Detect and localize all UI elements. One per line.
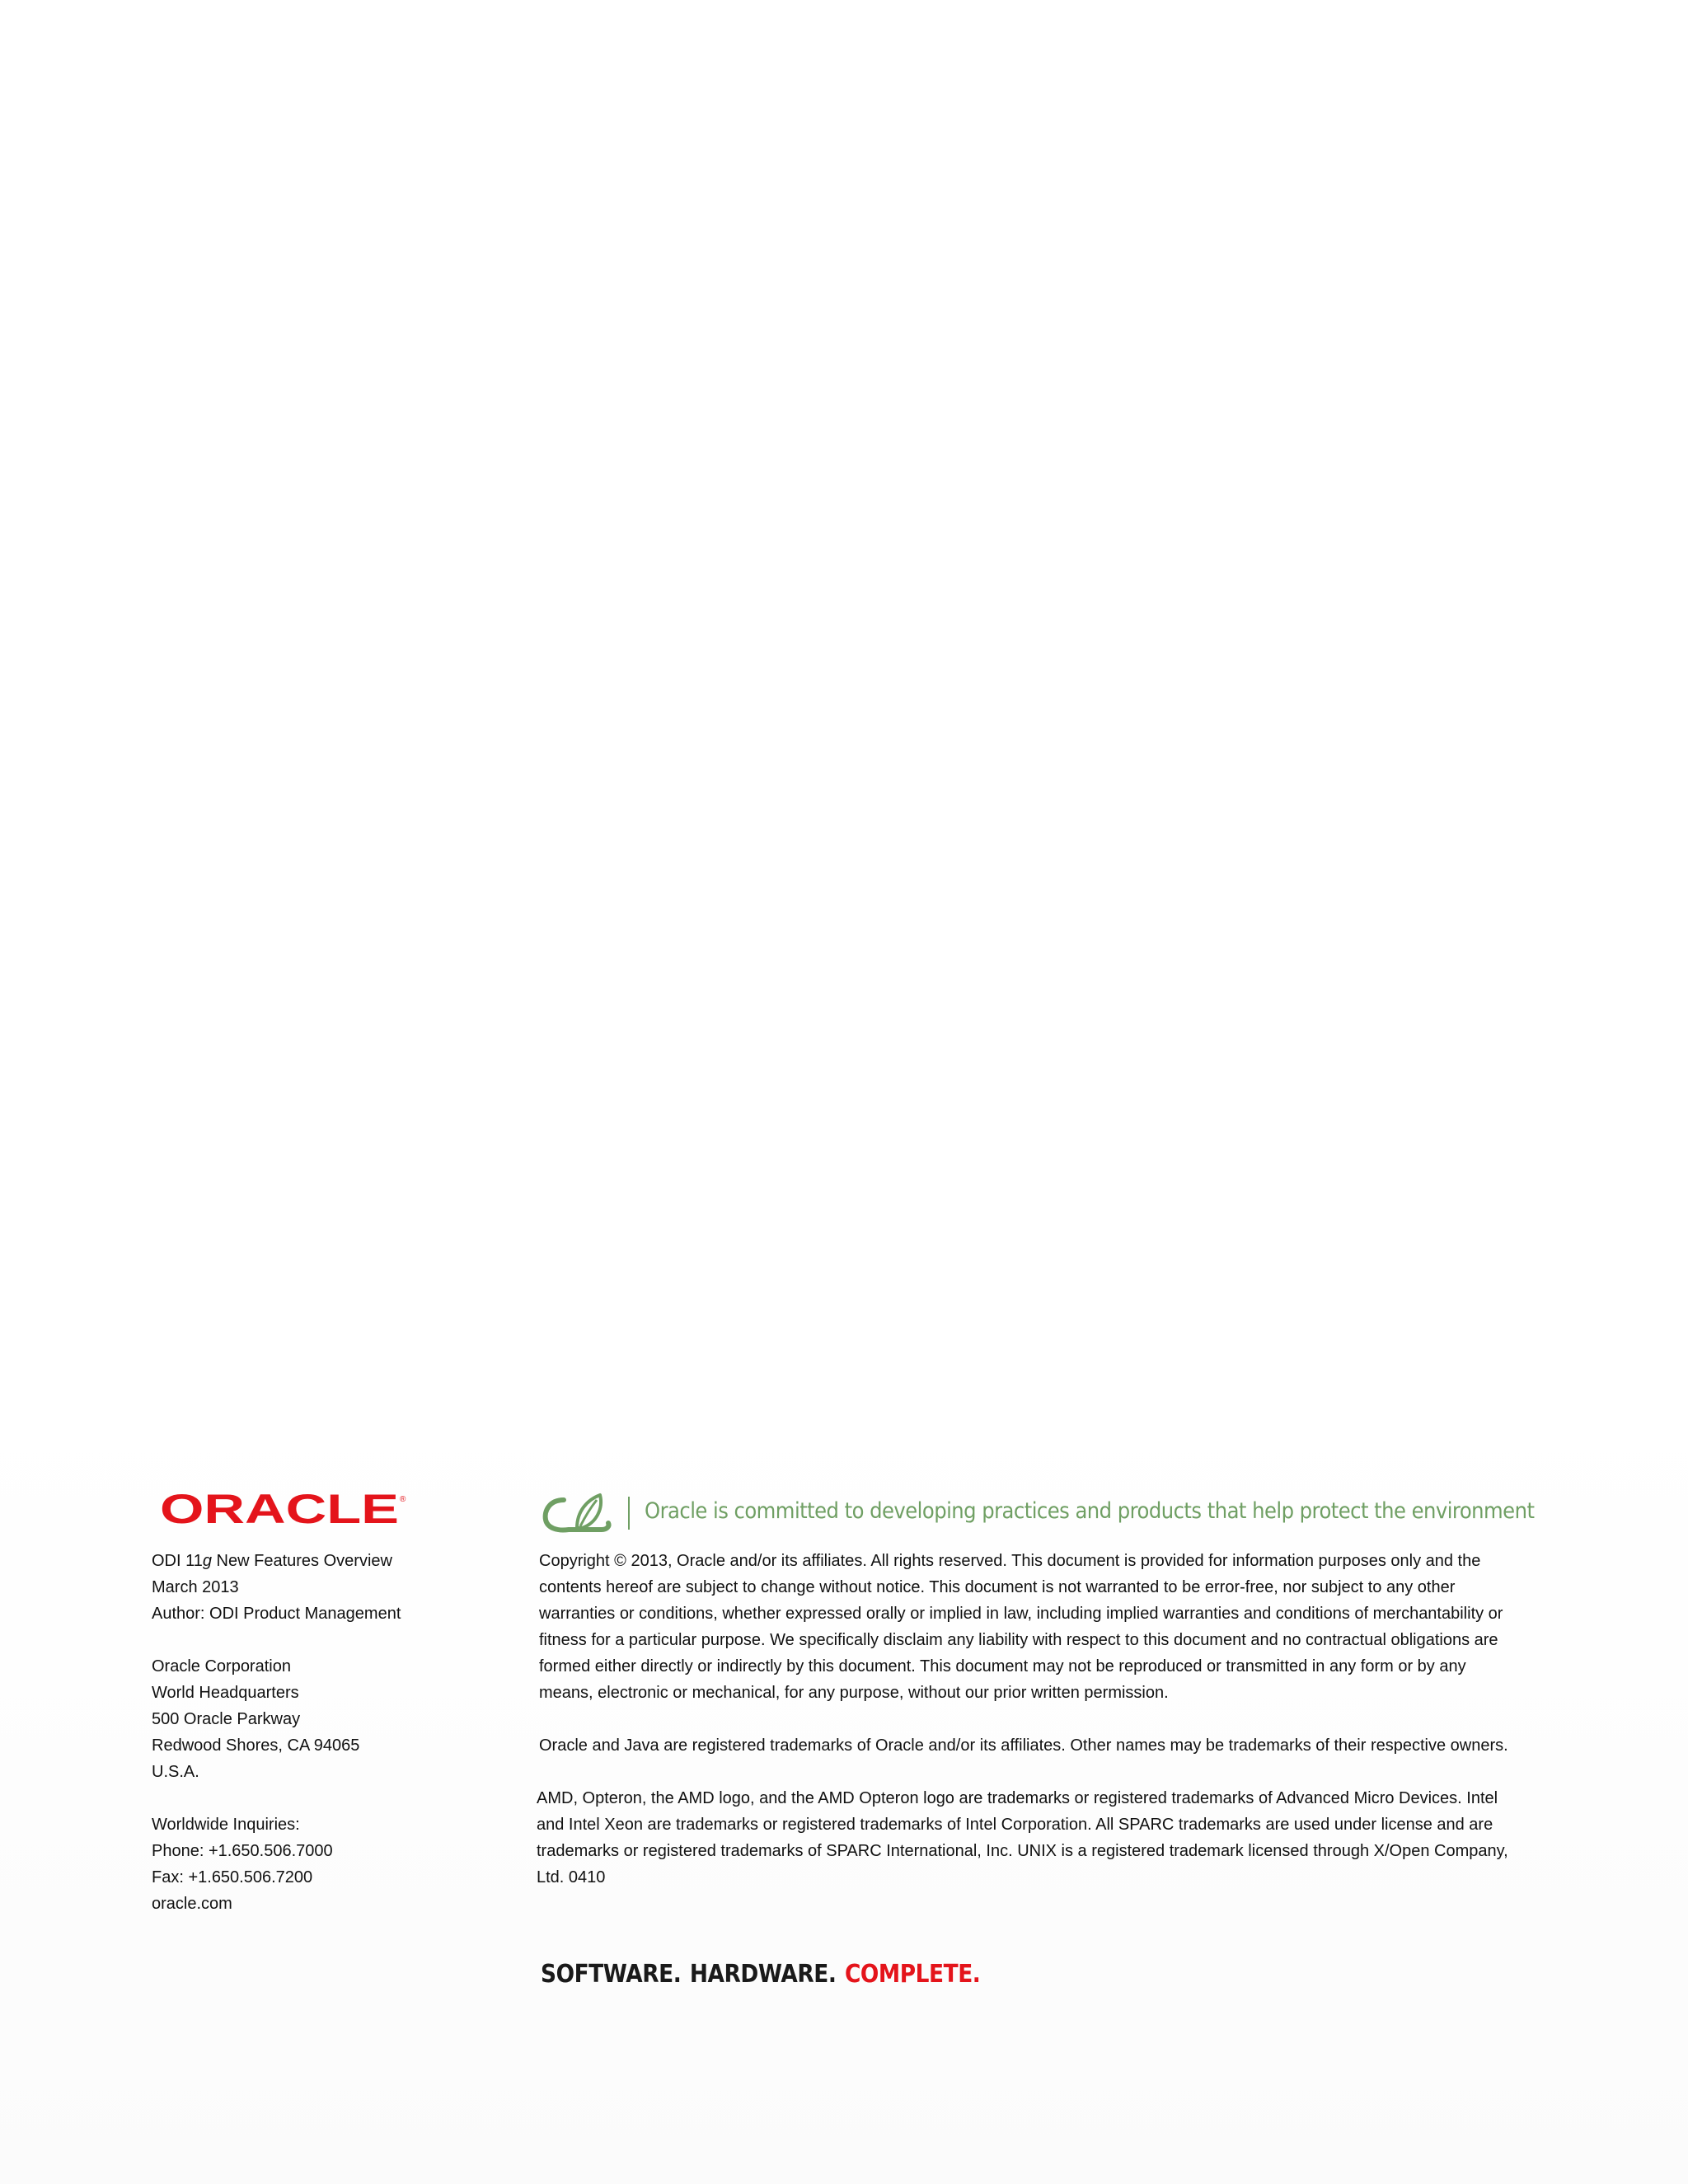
document-info-column	[152, 1548, 498, 1917]
slogan	[541, 1960, 980, 1989]
inquiries-label: Worldwide Inquiries:	[152, 1816, 300, 1834]
leaf-icon	[541, 1490, 615, 1535]
oracle-logo-text: ORACLE	[160, 1490, 399, 1526]
eco-tagline: Oracle is committed to developing practices and products that help protect the environment	[645, 1498, 1535, 1524]
city-address: Redwood Shores, CA 94065	[152, 1736, 360, 1755]
street-address: 500 Oracle Parkway	[152, 1710, 301, 1728]
fax-number: Fax: +1.650.506.7200	[152, 1868, 313, 1886]
svg-text:®: ®	[400, 1495, 406, 1504]
headquarters-label: World Headquarters	[152, 1684, 299, 1702]
country: U.S.A.	[152, 1763, 199, 1781]
slogan-complete: COMPLETE.	[844, 1960, 981, 1989]
slogan-hardware: HARDWARE.	[689, 1960, 837, 1989]
oracle-logo	[158, 1490, 414, 1526]
company-name: Oracle Corporation	[152, 1657, 291, 1675]
trademark-notice: Oracle and Java are registered trademarks of Oracle and/or its affiliates. Other names may be trademarks of their respective owners.	[539, 1736, 1508, 1755]
copyright-notice: Copyright © 2013, Oracle and/or its affiliates. All rights reserved. This document is provided for information purposes only and the contents hereof are subject to change without notice. This document is not warranted to be error-free, nor subject to any other warranties or conditions, whether expressed orally or implied in law, including implied warranties and conditions of merchantability or fitness for a particular purpose. We specifically disclaim any liability with respect to this document and no contractual obligations are formed either directly or indirectly by this document. This document may not be reproduced or transmitted in any form or by any means, electronic or mechanical, for any purpose, without our prior written permission.	[539, 1552, 1503, 1702]
document-author: Author: ODI Product Management	[152, 1605, 401, 1623]
legal-column	[539, 1548, 1512, 1917]
third-party-trademarks: AMD, Opteron, the AMD logo, and the AMD Opteron logo are trademarks or registered trademarks of Advanced Micro Devices. Intel and Intel Xeon are trademarks or registered trademarks of Intel Corporation. All SPARC trademarks are used under license and are trademarks or registered trademarks of SPARC International, Inc. UNIX is a registered trademark licensed through X/Open Company, Ltd. 0410	[537, 1789, 1508, 1886]
phone-number: Phone: +1.650.506.7000	[152, 1842, 333, 1860]
document-date: March 2013	[152, 1578, 239, 1596]
slogan-software: SOFTWARE.	[541, 1960, 682, 1989]
document-title: ODI 11g New Features Overview	[152, 1552, 392, 1570]
eco-divider	[628, 1497, 630, 1530]
website: oracle.com	[152, 1895, 232, 1913]
